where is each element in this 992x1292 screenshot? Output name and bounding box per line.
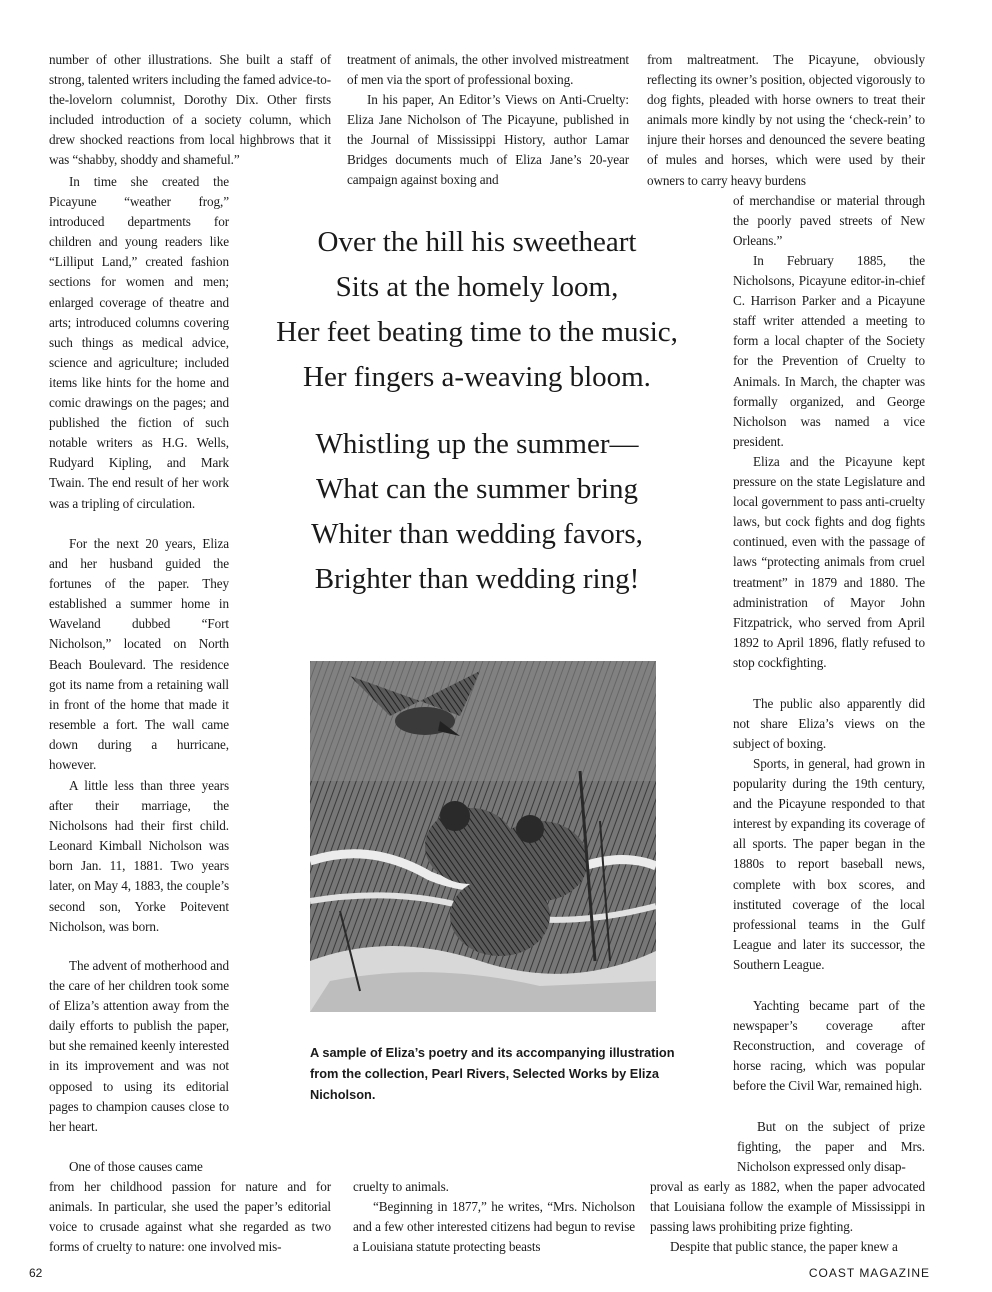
col3-paragraph-2: In February 1885, the Nicholsons, Picayune editor-in-chief C. Harrison Parker and a Picayune staff writer attended a meeting to form a local chapter of the Society for the Prevention of Cruelty to Animals. In March, the chapter was formally organized, and George Nicholson was named a vice president. — [733, 253, 925, 449]
col3-paragraph-6: Yachting became part of the newspaper’s coverage after Reconstruction, and coverage of horse racing, which was popular before the Civil War, remained high. — [733, 998, 925, 1094]
col3-paragraph-1-cont: of merchandise or material through the poorly paved streets of New Orleans.” — [733, 193, 925, 249]
poem-line: Her fingers a-weaving bloom. — [303, 361, 651, 393]
poem-line: Brighter than wedding ring! — [314, 563, 640, 595]
col1-paragraph-6-start: One of those causes came — [69, 1159, 203, 1174]
col1-paragraph-6-cont: from her childhood passion for nature and for animals. In particular, she used the paper’s editorial voice to crusade against what she regarded as two forms of cruelty to nature: one involved mis- — [49, 1179, 331, 1255]
poem-line: Whistling up the summer— — [315, 428, 639, 460]
poem-line: Over the hill his sweetheart — [317, 226, 637, 258]
col3-paragraph-7-cont: proval as early as 1882, when the paper advocated that Louisiana follow the example of Mississippi in passing laws prohibiting prize fighting. — [650, 1179, 925, 1235]
poem-line: Her feet beating time to the music, — [276, 316, 678, 348]
poem — [262, 220, 692, 624]
col1-paragraph-5: The advent of motherhood and the care of her children took some of Eliza’s attention away from the daily efforts to publish the paper, but she remained keenly interested in its improvement and was not opposed to using its editorial pages to champion causes close to her heart. — [49, 958, 229, 1134]
poem-line: Sits at the homely loom, — [335, 271, 619, 303]
col1-paragraph-2: In time she created the Picayune “weather frog,” introduced departments for children and young readers like “Lilliput Land,” created fashion sections for women and men; enlarged coverage of theatre and arts; introduced columns covering such things as medical advice, science and agriculture; included items like hints for the home and comic drawings on the pages; and published the fiction of such notable writers as H.G. Wells, Rudyard Kipling, and Mark Twain. The end result of her work was a tripling of circulation. — [49, 174, 229, 511]
col3-paragraph-4: The public also apparently did not share Eliza’s views on the subject of boxing. — [733, 696, 925, 752]
col1-paragraph-1: number of other illustrations. She built a staff of strong, talented writers including the famed advice-to-the-lovelorn columnist, Dorothy Dix. Other firsts included introduction of a society column, which drew shocked reactions from local highbrows that it was “shabby, shoddy and shameful.” — [49, 52, 331, 168]
magazine-name: COAST MAGAZINE — [808, 1266, 930, 1280]
poem-line: Whiter than wedding favors, — [311, 518, 643, 550]
col3-paragraph-1: from maltreatment. The Picayune, obviously reflecting its owner’s position, objected vigorously to dog fights, pleaded with horse owners to treat their animals more kindly by not using the ‘check-rein’ to injure their horses and denounced the severe beating of mules and horses, which were used by their owners to carry heavy burdens — [647, 52, 925, 188]
col3-paragraph-5: Sports, in general, had grown in popularity during the 19th century, and the Picayune responded to that interest by expanding its coverage of all sports. The paper began in the 1880s to report baseball news, complete with box scores, and instituted coverage of the local professional teams in the Gulf League and later its successor, the Southern League. — [733, 756, 925, 972]
col3-paragraph-3: Eliza and the Picayune kept pressure on the state Legislature and local government to pass anti-cruelty laws, but cock fights and dog fights continued, even with the passage of laws “protecting animals from cruel treatment” in 1879 and 1880. The administration of Mayor John Fitzpatrick, who served from April 1892 to April 1896, flatly refused to stop cockfighting. — [733, 454, 925, 670]
poem-line: What can the summer bring — [315, 473, 639, 505]
col2-paragraph-3: cruelty to animals. — [353, 1179, 449, 1194]
col2-paragraph-2: In his paper, An Editor’s Views on Anti-Cruelty: Eliza Jane Nicholson of The Picayune, published in the Journal of Mississippi History, author Lamar Bridges documents much of Eliza Jane’s 20-year campaign against boxing and — [347, 92, 629, 188]
col2-paragraph-4: “Beginning in 1877,” he writes, “Mrs. Nicholson and a few other interested citizens had begun to revise a Louisiana statute protecting beasts — [353, 1199, 635, 1255]
col3-paragraph-7: But on the subject of prize fighting, the paper and Mrs. Nicholson expressed only disap- — [737, 1119, 925, 1175]
poem-stanza-1 — [262, 220, 692, 400]
poem-stanza-2 — [262, 422, 692, 602]
col1-paragraph-4: A little less than three years after their marriage, the Nicholsons had their first child. Leonard Kimball Nicholson was born Jan. 11, 1881. Two years later, on May 4, 1883, the couple’s second son, Yorke Poitevent Nicholson, was born. — [49, 778, 229, 934]
page-number: 62 — [29, 1266, 43, 1280]
col2-paragraph-1: treatment of animals, the other involved mistreatment of men via the sport of professional boxing. — [347, 52, 629, 88]
birds-illustration — [310, 661, 656, 1012]
col1-paragraph-3: For the next 20 years, Eliza and her husband guided the fortunes of the paper. They established a summer home in Waveland dubbed “Fort Nicholson,” located on North Beach Boulevard. The residence got its name from a retaining wall in front of the home that made it resemble a fort. The wall came down during a hurricane, however. — [49, 536, 229, 773]
col3-paragraph-8: Despite that public stance, the paper knew a — [670, 1239, 898, 1254]
illustration-caption: A sample of Eliza’s poetry and its accompanying illustration from the collection, Pearl Rivers, Selected Works by Eliza Nicholson. — [310, 1045, 675, 1102]
